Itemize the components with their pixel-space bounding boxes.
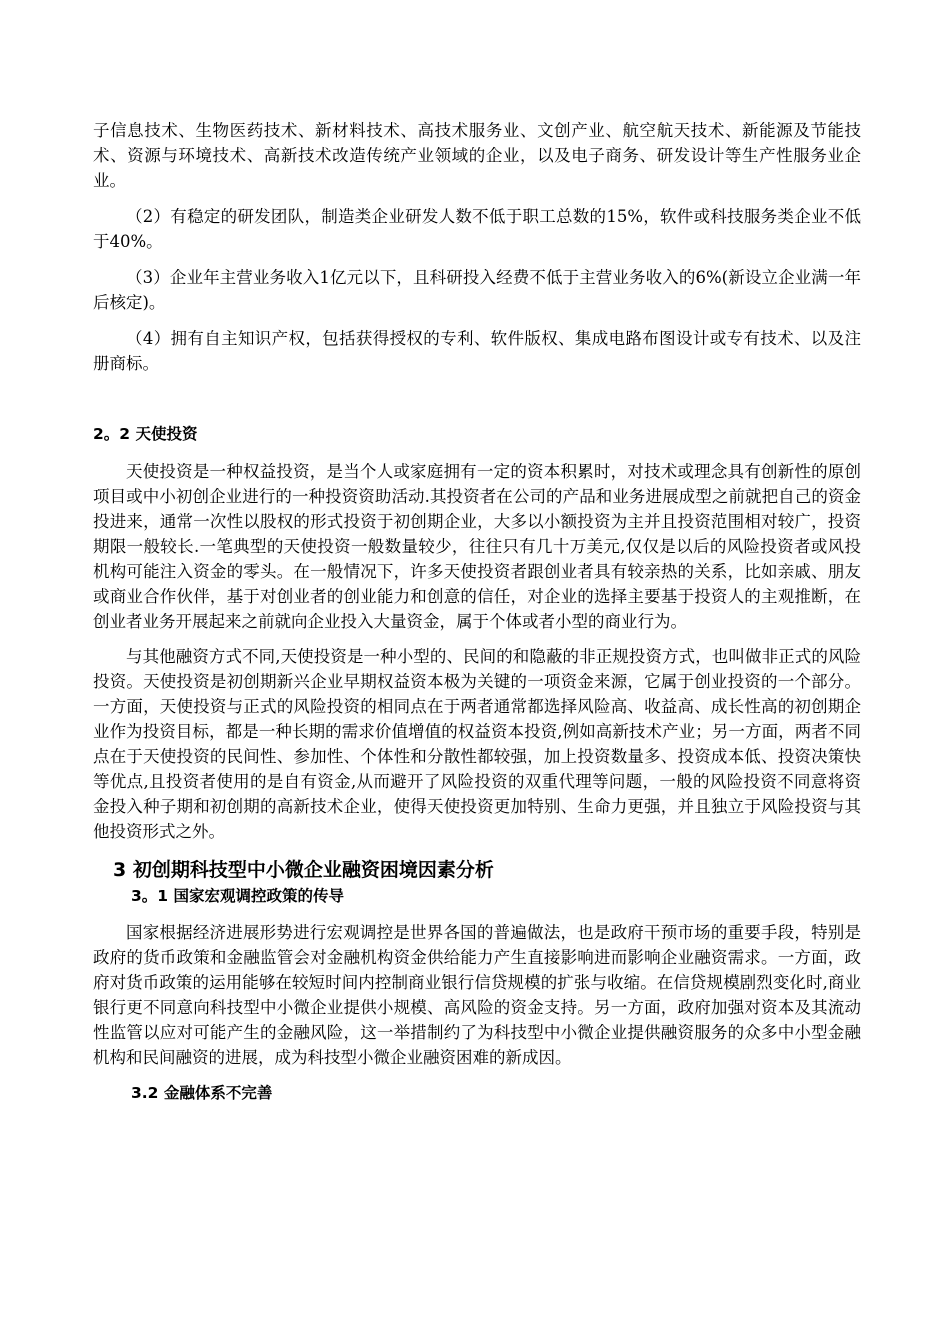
paragraph-macro-control: 国家根据经济进展形势进行宏观调控是世界各国的普遍做法，也是政府干预市场的重要手段，特别是政府的货币政策和金融监管会对金融机构资金供给能力产生直接影响进而影响企业融资需求。一方面，政府对货币政策的运用能够在较短时间内控制商业银行信贷规模的扩张与收缩。在信贷规模剧烈变化时,商业银行更不同意向科技型中小微企业提供小规模、高风险的资金支持。另一方面，政府加强对资本及其流动性监管以应对可能产生的金融风险，这一举措制约了为科技型中小微企业提供融资服务的众多中小型金融机构和民间融资的进展，成为科技型小微企业融资困难的新成因。 bbox=[93, 923, 861, 1067]
section-heading-3-1: 3。1 国家宏观调控政策的传导 bbox=[131, 887, 344, 905]
paragraph-item-3: （3）企业年主营业务收入1亿元以下，且科研投入经费不低于主营业务收入的6%(新设立企业满一年后核定)。 bbox=[93, 268, 861, 312]
paragraph-industry-list: 子信息技术、生物医药技术、新材料技术、高技术服务业、文创产业、航空航天技术、新能源及节能技术、资源与环境技术、高新技术改造传统产业领域的企业，以及电子商务、研发设计等生产性服务业企业。 bbox=[93, 121, 861, 190]
paragraph-angel-investment-definition: 天使投资是一种权益投资，是当个人或家庭拥有一定的资本积累时，对技术或理念具有创新性的原创项目或中小初创企业进行的一种投资资助活动.其投资者在公司的产品和业务进展成型之前就把自己的资金投进来，通常一次性以股权的形式投资于初创期企业，大多以小额投资为主并且投资范围相对较广，投资期限一般较长.一笔典型的天使投资一般数量较少，往往只有几十万美元,仅仅是以后的风险投资者或风投机构可能注入资金的零头。在一般情况下，许多天使投资者跟创业者具有较亲热的关系，比如亲戚、朋友或商业合作伙伴，基于对创业者的创业能力和创意的信任，对企业的选择主要基于投资人的主观推断，在创业者业务开展起来之前就向企业投入大量资金，属于个体或者小型的商业行为。 bbox=[93, 462, 861, 631]
paragraph-angel-investment-comparison: 与其他融资方式不同,天使投资是一种小型的、民间的和隐蔽的非正规投资方式，也叫做非正式的风险投资。天使投资是初创期新兴企业早期权益资本极为关键的一项资金来源，它属于创业投资的一个部分。一方面，天使投资与正式的风险投资的相同点在于两者通常都选择风险高、收益高、成长性高的初创期企业作为投资目标，都是一种长期的需求价值增值的权益资本投资,例如高新技术产业；另一方面，两者不同点在于天使投资的民间性、参加性、个体性和分散性都较强，加上投资数量多、投资成本低、投资决策快等优点,且投资者使用的是自有资金,从而避开了风险投资的双重代理等问题，一般的风险投资不同意将资金投入种子期和初创期的高新技术企业，使得天使投资更加特别、生命力更强，并且独立于风险投资与其他投资形式之外。 bbox=[93, 647, 861, 841]
section-heading-3-2: 3.2 金融体系不完善 bbox=[131, 1084, 273, 1102]
paragraph-item-2: （2）有稳定的研发团队，制造类企业研发人数不低于职工总数的15%，软件或科技服务类企业不低于40%。 bbox=[93, 207, 861, 251]
section-heading-2-2: 2。2 天使投资 bbox=[93, 425, 198, 443]
document-page bbox=[93, 118, 861, 1105]
paragraph-item-4: （4）拥有自主知识产权，包括获得授权的专利、软件版权、集成电路布图设计或专有技术、以及注册商标。 bbox=[93, 329, 861, 373]
chapter-heading-3: 3 初创期科技型中小微企业融资困境因素分析 bbox=[113, 859, 494, 881]
